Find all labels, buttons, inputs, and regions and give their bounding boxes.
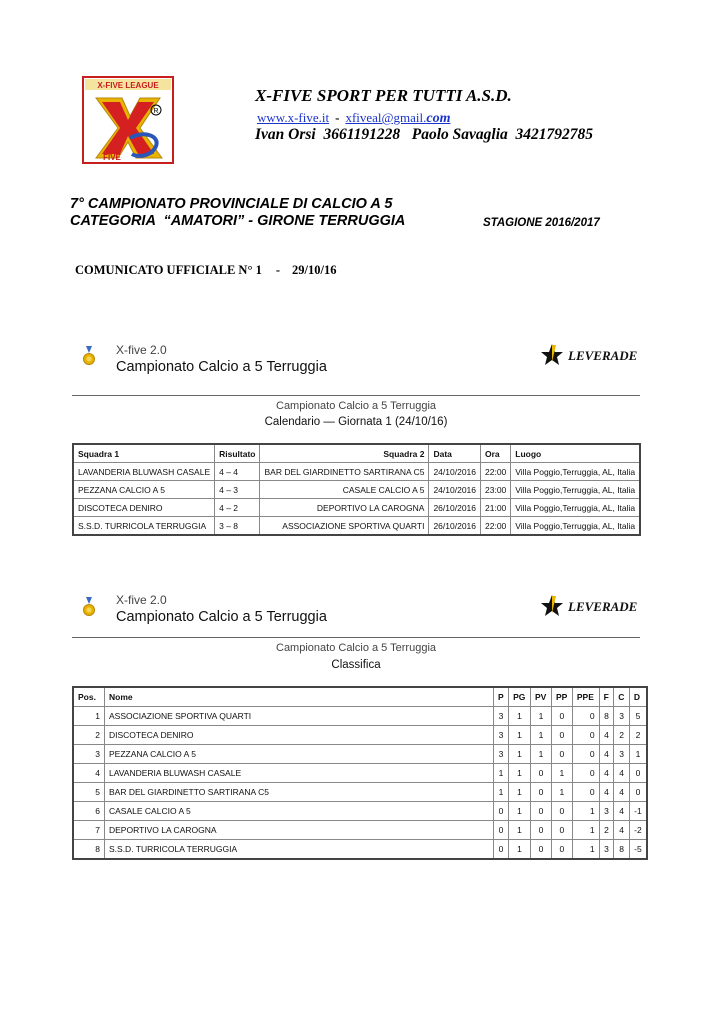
- col-header: Nome: [105, 687, 494, 707]
- table-row: [73, 783, 647, 802]
- col-header: P: [494, 687, 509, 707]
- x-five-league-logo: [82, 76, 174, 164]
- time-cell: 22:00: [481, 517, 511, 536]
- stat-cell: 0: [572, 707, 599, 726]
- pos-cell: 5: [73, 783, 105, 802]
- team1-cell: PEZZANA CALCIO A 5: [73, 481, 215, 499]
- team-name-cell: DEPORTIVO LA CAROGNA: [105, 821, 494, 840]
- championship-title: 7° CAMPIONATO PROVINCIALE DI CALCIO A 5: [70, 196, 393, 212]
- time-cell: 21:00: [481, 499, 511, 517]
- date-cell: 24/10/2016: [429, 481, 481, 499]
- team2-cell: ASSOCIAZIONE SPORTIVA QUARTI: [260, 517, 429, 536]
- stat-cell: 3: [599, 840, 614, 860]
- stat-cell: 4: [614, 802, 630, 821]
- stat-cell: 0: [551, 802, 572, 821]
- stat-cell: 0: [551, 726, 572, 745]
- stat-cell: 1: [572, 802, 599, 821]
- col-header: F: [599, 687, 614, 707]
- stat-cell: 3: [614, 707, 630, 726]
- pos-cell: 1: [73, 707, 105, 726]
- stat-cell: 1: [509, 840, 531, 860]
- stat-cell: 2: [614, 726, 630, 745]
- stat-cell: 0: [572, 726, 599, 745]
- place-cell: Villa Poggio,Terruggia, AL, Italia: [511, 463, 640, 481]
- table-row: [73, 764, 647, 783]
- stat-cell: 1: [509, 783, 531, 802]
- team-name-cell: CASALE CALCIO A 5: [105, 802, 494, 821]
- contact-links: [257, 110, 450, 127]
- col-header: Ora: [481, 444, 511, 463]
- stat-cell: 3: [599, 802, 614, 821]
- col-header: Pos.: [73, 687, 105, 707]
- col-header: Data: [429, 444, 481, 463]
- time-cell: 22:00: [481, 463, 511, 481]
- col-header: Luogo: [511, 444, 640, 463]
- col-header: Squadra 2: [260, 444, 429, 463]
- medal-icon: [83, 597, 95, 617]
- pos-cell: 8: [73, 840, 105, 860]
- stat-cell: 1: [509, 707, 531, 726]
- pos-cell: 6: [73, 802, 105, 821]
- calendar-divider: [72, 395, 640, 396]
- table-row: [73, 707, 647, 726]
- stat-cell: 2: [629, 726, 647, 745]
- stat-cell: 3: [494, 745, 509, 764]
- pos-cell: 7: [73, 821, 105, 840]
- stat-cell: 0: [551, 821, 572, 840]
- calendar-table: [72, 443, 641, 536]
- contact-phones: Ivan Orsi 3661191228 Paolo Savaglia 3421792785: [255, 126, 594, 143]
- place-cell: Villa Poggio,Terruggia, AL, Italia: [511, 481, 640, 499]
- col-header: PG: [509, 687, 531, 707]
- table-row: [73, 481, 640, 499]
- team2-cell: BAR DEL GIARDINETTO SARTIRANA C5: [260, 463, 429, 481]
- stat-cell: 0: [494, 821, 509, 840]
- stat-cell: 1: [531, 726, 552, 745]
- stat-cell: 0: [531, 840, 552, 860]
- col-header: Squadra 1: [73, 444, 215, 463]
- stat-cell: 4: [599, 764, 614, 783]
- email-user: xfiveal@gmail.: [345, 110, 427, 125]
- stat-cell: 1: [509, 821, 531, 840]
- stat-cell: 0: [629, 764, 647, 783]
- stat-cell: 4: [599, 783, 614, 802]
- stat-cell: 1: [509, 745, 531, 764]
- table-row: [73, 802, 647, 821]
- standings-table: [72, 686, 648, 860]
- calendar-header-row: [73, 444, 640, 463]
- stat-cell: 0: [572, 783, 599, 802]
- stat-cell: 1: [509, 764, 531, 783]
- team2-cell: CASALE CALCIO A 5: [260, 481, 429, 499]
- pos-cell: 3: [73, 745, 105, 764]
- place-cell: Villa Poggio,Terruggia, AL, Italia: [511, 517, 640, 536]
- stat-cell: 4: [599, 745, 614, 764]
- calendar-heading: Calendario — Giornata 1 (24/10/16): [264, 416, 448, 428]
- date-cell: 26/10/2016: [429, 517, 481, 536]
- place-cell: Villa Poggio,Terruggia, AL, Italia: [511, 499, 640, 517]
- stat-cell: 0: [572, 764, 599, 783]
- logo-league-text: X-FIVE LEAGUE: [97, 81, 159, 90]
- leverade-logo: [540, 342, 650, 368]
- standings-heading: Classifica: [331, 659, 381, 671]
- team1-cell: DISCOTECA DENIRO: [73, 499, 215, 517]
- stat-cell: 3: [614, 745, 630, 764]
- stat-cell: 1: [572, 840, 599, 860]
- table-row: [73, 726, 647, 745]
- communique-date: 29/10/16: [292, 263, 337, 277]
- calendar-section-title: Campionato Calcio a 5 Terruggia: [116, 359, 327, 375]
- date-cell: 24/10/2016: [429, 463, 481, 481]
- stat-cell: 1: [509, 726, 531, 745]
- communique-separator: -: [275, 263, 281, 277]
- stat-cell: 0: [531, 802, 552, 821]
- stat-cell: 1: [551, 783, 572, 802]
- standings-header-row: [73, 687, 647, 707]
- stat-cell: 4: [599, 726, 614, 745]
- stat-cell: 5: [629, 707, 647, 726]
- time-cell: 23:00: [481, 481, 511, 499]
- team-name-cell: ASSOCIAZIONE SPORTIVA QUARTI: [105, 707, 494, 726]
- medal-icon: [83, 346, 95, 366]
- result-cell: 4 – 2: [215, 499, 260, 517]
- stat-cell: 4: [614, 764, 630, 783]
- links-separator: -: [335, 110, 340, 125]
- organization-name: X-FIVE SPORT PER TUTTI A.S.D.: [255, 86, 512, 105]
- svg-text:R: R: [153, 108, 159, 115]
- communique-header: [75, 263, 336, 278]
- table-row: [73, 821, 647, 840]
- team-name-cell: S.S.D. TURRICOLA TERRUGGIA: [105, 840, 494, 860]
- stat-cell: 1: [494, 783, 509, 802]
- col-header: D: [629, 687, 647, 707]
- team-name-cell: BAR DEL GIARDINETTO SARTIRANA C5: [105, 783, 494, 802]
- stat-cell: 1: [572, 821, 599, 840]
- result-cell: 3 – 8: [215, 517, 260, 536]
- col-header: C: [614, 687, 630, 707]
- stat-cell: -2: [629, 821, 647, 840]
- col-header: PP: [551, 687, 572, 707]
- stat-cell: 0: [551, 745, 572, 764]
- logo-sub-text: FIVE: [103, 153, 121, 162]
- leverade-text: LEVERADE: [568, 348, 638, 363]
- stat-cell: -1: [629, 802, 647, 821]
- website-link[interactable]: www.x-five.it: [257, 110, 330, 125]
- standings-divider: [72, 637, 640, 638]
- stat-cell: 0: [494, 840, 509, 860]
- stat-cell: 0: [494, 802, 509, 821]
- col-header: PV: [531, 687, 552, 707]
- leverade-text: LEVERADE: [568, 599, 638, 614]
- table-row: [73, 840, 647, 860]
- stat-cell: 3: [494, 726, 509, 745]
- stat-cell: 0: [629, 783, 647, 802]
- stat-cell: 8: [614, 840, 630, 860]
- communique-label: COMUNICATO UFFICIALE N° 1: [75, 263, 262, 277]
- stat-cell: 1: [531, 707, 552, 726]
- team1-cell: S.S.D. TURRICOLA TERRUGGIA: [73, 517, 215, 536]
- championship-category: CATEGORIA “AMATORI” - GIRONE TERRUGGIA: [70, 213, 406, 229]
- table-row: [73, 499, 640, 517]
- stat-cell: 0: [531, 821, 552, 840]
- pos-cell: 4: [73, 764, 105, 783]
- col-header: Risultato: [215, 444, 260, 463]
- col-header: PPE: [572, 687, 599, 707]
- email-tld: com: [426, 111, 451, 126]
- stat-cell: 4: [614, 783, 630, 802]
- result-cell: 4 – 3: [215, 481, 260, 499]
- standings-section-title: Campionato Calcio a 5 Terruggia: [116, 609, 327, 625]
- standings-subtitle: Campionato Calcio a 5 Terruggia: [276, 642, 436, 654]
- stat-cell: 0: [572, 745, 599, 764]
- stat-cell: 0: [551, 840, 572, 860]
- table-row: [73, 463, 640, 481]
- stat-cell: 1: [551, 764, 572, 783]
- team2-cell: DEPORTIVO LA CAROGNA: [260, 499, 429, 517]
- stat-cell: 4: [614, 821, 630, 840]
- stat-cell: 1: [494, 764, 509, 783]
- stat-cell: 0: [531, 783, 552, 802]
- stat-cell: 1: [531, 745, 552, 764]
- result-cell: 4 – 4: [215, 463, 260, 481]
- calendar-subtitle: Campionato Calcio a 5 Terruggia: [276, 400, 436, 412]
- stat-cell: 3: [494, 707, 509, 726]
- stat-cell: 0: [531, 764, 552, 783]
- stat-cell: -5: [629, 840, 647, 860]
- table-row: [73, 517, 640, 536]
- standings-brand: X-five 2.0: [116, 593, 167, 607]
- email-link[interactable]: [345, 110, 450, 125]
- team-name-cell: PEZZANA CALCIO A 5: [105, 745, 494, 764]
- stat-cell: 0: [551, 707, 572, 726]
- calendar-brand: X-five 2.0: [116, 343, 167, 357]
- date-cell: 26/10/2016: [429, 499, 481, 517]
- leverade-logo: [540, 593, 650, 619]
- stat-cell: 1: [629, 745, 647, 764]
- stat-cell: 1: [509, 802, 531, 821]
- pos-cell: 2: [73, 726, 105, 745]
- stat-cell: 2: [599, 821, 614, 840]
- season-label: STAGIONE 2016/2017: [483, 217, 600, 229]
- team1-cell: LAVANDERIA BLUWASH CASALE: [73, 463, 215, 481]
- stat-cell: 8: [599, 707, 614, 726]
- team-name-cell: LAVANDERIA BLUWASH CASALE: [105, 764, 494, 783]
- table-row: [73, 745, 647, 764]
- team-name-cell: DISCOTECA DENIRO: [105, 726, 494, 745]
